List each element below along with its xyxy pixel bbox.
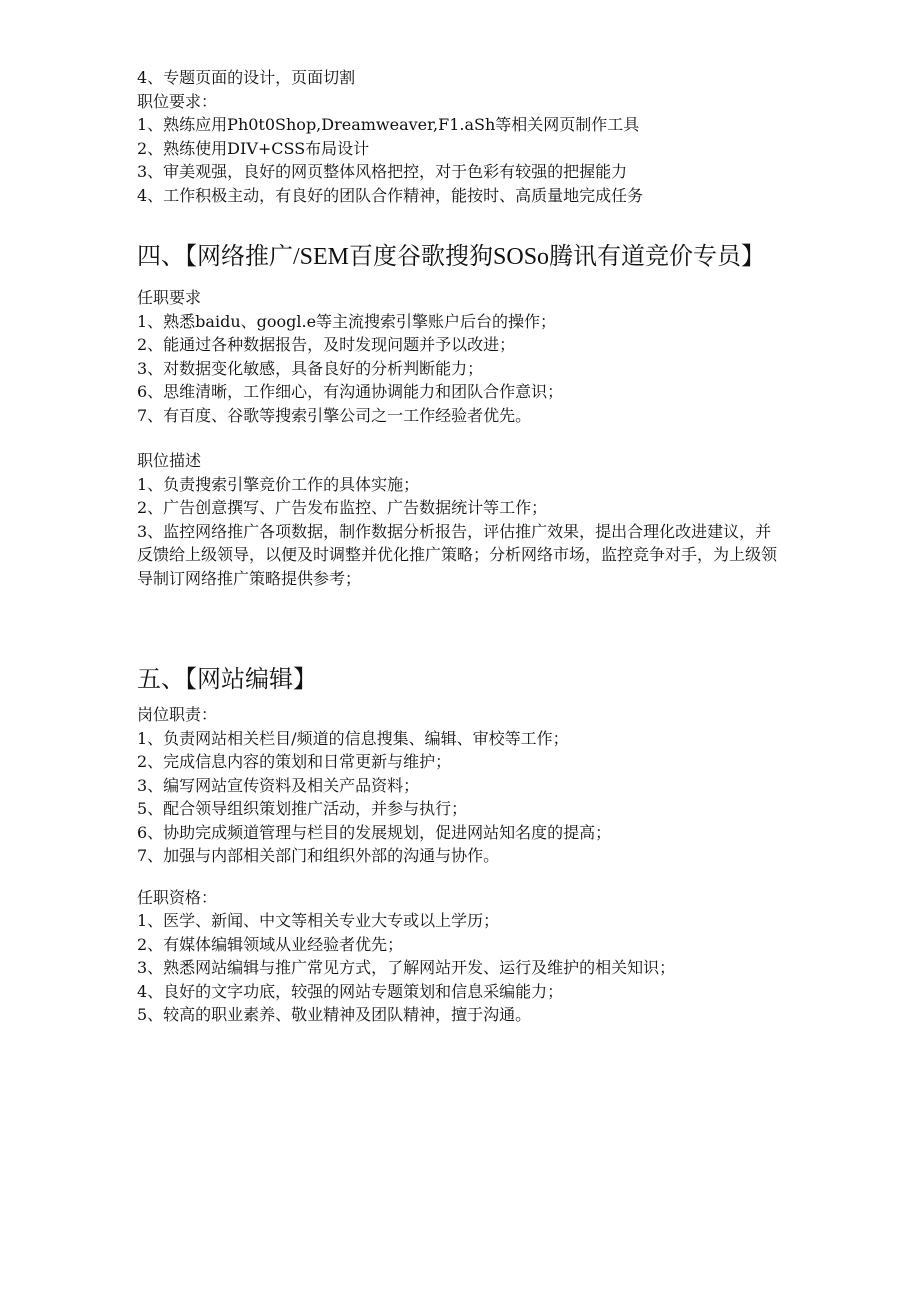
- list-item: 7、有百度、谷歌等搜索引擎公司之一工作经验者优先。: [137, 405, 532, 425]
- section-heading: 五、【网站编辑】: [137, 667, 317, 693]
- section-3-tail: [137, 66, 787, 207]
- list-item: 3、监控网络推广各项数据，制作数据分析报告，评估推广效果，提出合理化改进建议，并反馈给上级领导，以便及时调整并优化推广策略；分析网络市场，监控竞争对手，为上级领导制订网络推广策略提供参考；: [137, 521, 778, 588]
- list-item: 1、负责搜索引擎竞价工作的具体实施；: [137, 474, 420, 494]
- list-item: 1、熟练应用Ph0t0Shop,Dreamweaver,F1.aSh等相关网页制作工具: [137, 115, 640, 134]
- list-item: 1、医学、新闻、中文等相关专业大专或以上学历；: [137, 911, 500, 930]
- list-item: 3、熟悉网站编辑与推广常见方式，了解网站开发、运行及维护的相关知识；: [137, 958, 676, 977]
- list-item: 2、熟练使用DIV+CSS布局设计: [137, 138, 370, 158]
- list-item: 2、有媒体编辑领域从业经验者优先；: [137, 934, 404, 954]
- duties-title: 岗位职责：: [137, 705, 218, 724]
- list-item: 1、熟悉baidu、googl.e等主流搜索引擎账户后台的操作；: [137, 311, 557, 331]
- list-item: 3、编写网站宣传资料及相关产品资料；: [137, 775, 420, 795]
- list-item: 2、广告创意撰写、广告发布监控、广告数据统计等工作；: [137, 498, 548, 517]
- list-item: 6、思维清晰，工作细心，有沟通协调能力和团队合作意识；: [137, 382, 564, 401]
- section-heading: 四、【网络推广/SEM百度谷歌搜狗SOSo腾讯有道竞价专员】: [137, 244, 766, 270]
- list-item: 4、良好的文字功底，较强的网站专题策划和信息采编能力；: [137, 981, 564, 1001]
- description-title: 职位描述: [137, 451, 202, 470]
- requirements-title: 任职要求: [137, 288, 202, 307]
- list-item: 2、完成信息内容的策划和日常更新与维护；: [137, 752, 452, 771]
- list-item: 6、协助完成频道管理与栏目的发展规划，促进网站知名度的提高；: [137, 822, 612, 842]
- list-item: 3、审美观强，良好的网页整体风格把控，对于色彩有较强的把握能力: [137, 162, 628, 181]
- list-item: 5、配合领导组织策划推广活动，并参与执行；: [137, 799, 468, 818]
- list-item: 2、能通过各种数据报告，及时发现问题并予以改进；: [137, 335, 516, 354]
- list-item: 3、对数据变化敏感，具备良好的分析判断能力；: [137, 358, 484, 378]
- section-5: [137, 664, 787, 1027]
- spacer: [137, 868, 787, 886]
- list-item: 5、较高的职业素养、敬业精神及团队精神，擅于沟通。: [137, 1005, 532, 1024]
- spacer: [137, 427, 787, 449]
- section-4: [137, 241, 787, 590]
- text-line: 4、专题页面的设计，页面切割: [137, 68, 356, 87]
- qualifications-title: 任职资格：: [137, 887, 218, 907]
- list-item: 1、负责网站相关栏目/频道的信息搜集、编辑、审校等工作；: [137, 728, 569, 748]
- requirements-title: 职位要求：: [137, 91, 218, 111]
- list-item: 4、工作积极主动，有良好的团队合作精神，能按时、高质量地完成任务: [137, 185, 644, 205]
- list-item: 7、加强与内部相关部门和组织外部的沟通与协作。: [137, 846, 500, 865]
- document-content: [137, 66, 787, 1027]
